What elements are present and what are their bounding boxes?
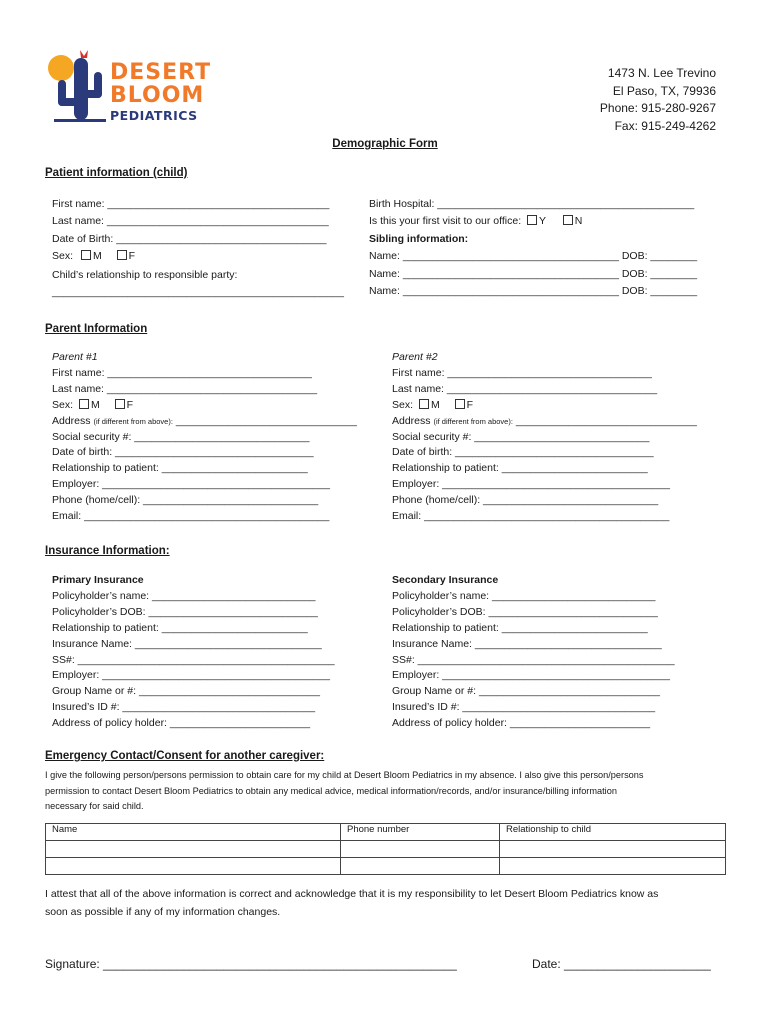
address-fax: Fax: 915-249-4262 [614, 118, 716, 133]
parent1-last-name[interactable]: Last name: ____________________________________ [52, 382, 318, 395]
table-cell[interactable] [46, 841, 341, 858]
patient-heading: Patient information (child) [45, 167, 188, 179]
signature-field[interactable]: Signature: _____________________________________________________ [45, 957, 457, 971]
parent1-phone[interactable]: Phone (home/cell): ______________________________ [52, 494, 319, 507]
secondary-ss[interactable]: SS#: ____________________________________________ [392, 653, 675, 666]
table-cell[interactable] [500, 841, 726, 858]
logo-bloom: BLOOM [110, 83, 205, 108]
address-label: Address [52, 414, 91, 427]
sex-m-label: M [92, 249, 102, 262]
table-cell[interactable] [46, 858, 341, 875]
parent1-ssn[interactable]: Social security #: ______________________________ [52, 430, 310, 443]
birth-hospital[interactable]: Birth Hospital: ____________________________________________ [369, 198, 695, 210]
patient-left-column [52, 196, 344, 302]
parent1-employer[interactable]: Employer: _______________________________________ [52, 478, 330, 491]
secondary-insured-id[interactable]: Insured’s ID #: _________________________________ [392, 701, 656, 714]
table-header-row [46, 824, 726, 841]
primary-relationship[interactable]: Relationship to patient: _________________________ [52, 621, 308, 634]
table-cell[interactable] [341, 858, 500, 875]
sibling-heading: Sibling information: [369, 232, 469, 245]
parent1-dob[interactable]: Date of birth: __________________________________ [52, 446, 314, 459]
parent2-ssn[interactable]: Social security #: ______________________________ [392, 430, 650, 443]
address-line: _______________________________ [175, 414, 357, 427]
parent1-sex-f-label: F [126, 398, 134, 411]
primary-insurance-column [52, 573, 335, 732]
primary-insured-id[interactable]: Insured’s ID #: _________________________________ [52, 701, 316, 714]
table-row [46, 858, 726, 875]
parent2-sex-label: Sex: [392, 398, 414, 411]
emergency-contact-table [45, 823, 726, 875]
parent1-title: Parent #1 [52, 351, 98, 363]
patient-first-name[interactable]: First name: ______________________________________ [52, 198, 330, 210]
table-cell[interactable] [341, 841, 500, 858]
emergency-consent-text [45, 768, 644, 815]
parent1-sex-m-label: M [90, 398, 100, 411]
consent-line: permission to contact Desert Bloom Pediatrics to obtain any medical advice, medical information/records, and/or insurance/billing information [45, 785, 617, 796]
parent2-first-name[interactable]: First name: ___________________________________ [392, 366, 652, 379]
table-cell[interactable] [500, 858, 726, 875]
emergency-heading: Emergency Contact/Consent for another caregiver: [45, 750, 325, 762]
col-phone: Phone number [341, 824, 500, 841]
form-title: Demographic Form [332, 138, 438, 150]
col-name: Name [46, 824, 341, 841]
primary-group[interactable]: Group Name or #: _______________________________ [52, 685, 320, 698]
address-city: El Paso, TX, 79936 [612, 83, 716, 98]
patient-sex [52, 248, 344, 265]
address-note: (if different from above): [433, 416, 513, 426]
first-visit [369, 213, 697, 230]
logo-desert: DESERT [110, 60, 212, 85]
patient-right-column [369, 196, 697, 301]
parent2-last-name[interactable]: Last name: ____________________________________ [392, 382, 658, 395]
logo-pediatrics: PEDIATRICS [110, 108, 198, 123]
address-phone: Phone: 915-280-9267 [599, 101, 716, 115]
secondary-group[interactable]: Group Name or #: _______________________________ [392, 685, 660, 698]
parent1-sex-f-checkbox[interactable] [115, 399, 125, 409]
secondary-employer[interactable]: Employer: _______________________________________ [392, 669, 670, 682]
attestation-text [45, 885, 658, 921]
parent1-first-name[interactable]: First name: ___________________________________ [52, 366, 312, 379]
parent2-sex-m-checkbox[interactable] [419, 399, 429, 409]
parent1-sex [52, 398, 357, 414]
primary-policy-address[interactable]: Address of policy holder: ________________________ [52, 717, 311, 730]
parent1-column [52, 350, 357, 525]
parent1-relationship[interactable]: Relationship to patient: _________________________ [52, 462, 308, 475]
secondary-policy-address[interactable]: Address of policy holder: ________________________ [392, 717, 651, 730]
visit-n-checkbox[interactable] [563, 215, 573, 225]
address-line: _______________________________ [515, 414, 697, 427]
parent2-phone[interactable]: Phone (home/cell): ______________________________ [392, 494, 659, 507]
parent1-email[interactable]: Email: __________________________________________ [52, 510, 330, 523]
secondary-relationship[interactable]: Relationship to patient: _________________________ [392, 621, 648, 634]
primary-employer[interactable]: Employer: _______________________________________ [52, 669, 330, 682]
date-field[interactable]: Date: ______________________ [532, 957, 711, 971]
sex-f-label: F [128, 249, 136, 262]
parent2-column [392, 350, 697, 525]
primary-ss[interactable]: SS#: ____________________________________________ [52, 653, 335, 666]
col-relationship: Relationship to child [500, 824, 726, 841]
attest-line: soon as possible if any of my information changes. [45, 906, 281, 918]
parent2-address[interactable] [392, 414, 697, 430]
parent-heading: Parent Information [45, 323, 148, 335]
patient-sex-label: Sex: [52, 249, 74, 262]
table-row [46, 841, 726, 858]
parent1-sex-label: Sex: [52, 398, 74, 411]
sex-f-checkbox[interactable] [117, 250, 127, 260]
parent2-sex [392, 398, 697, 414]
address-label: Address [392, 414, 431, 427]
primary-insurance-name[interactable]: Insurance Name: ________________________________ [52, 637, 322, 650]
visit-n-label: N [574, 215, 583, 228]
parent2-relationship[interactable]: Relationship to patient: _________________________ [392, 462, 648, 475]
sibling-row[interactable]: Name: _____________________________________ DOB: ________ [369, 249, 698, 262]
visit-y-checkbox[interactable] [527, 215, 537, 225]
attest-line: I attest that all of the above information is correct and acknowledge that it is my responsibility to let Desert Bloom Pediatrics know as [45, 888, 659, 900]
sibling-row[interactable]: Name: _____________________________________ DOB: ________ [369, 268, 698, 281]
patient-relationship: Child’s relationship to responsible party: [52, 269, 238, 282]
parent2-sex-m-label: M [430, 398, 440, 411]
secondary-policyholder-name[interactable]: Policyholder’s name: ____________________________ [392, 589, 656, 602]
parent2-employer[interactable]: Employer: _______________________________________ [392, 478, 670, 491]
primary-policyholder-dob[interactable]: Policyholder’s DOB: _____________________________ [52, 605, 318, 618]
secondary-insurance-title: Secondary Insurance [392, 574, 499, 586]
insurance-heading: Insurance Information: [45, 545, 170, 557]
secondary-policyholder-dob[interactable]: Policyholder’s DOB: _____________________________ [392, 605, 658, 618]
address-note: (if different from above): [93, 416, 173, 426]
cactus-logo-icon [44, 44, 108, 126]
parent2-email[interactable]: Email: __________________________________________ [392, 510, 670, 523]
sex-m-checkbox[interactable] [81, 250, 91, 260]
sibling-row[interactable]: Name: _____________________________________ DOB: ________ [369, 285, 698, 298]
clinic-address [600, 65, 716, 135]
visit-y-label: Y [539, 215, 546, 228]
parent1-sex-m-checkbox[interactable] [79, 399, 89, 409]
address-street: 1473 N. Lee Trevino [607, 66, 716, 80]
primary-insurance-title: Primary Insurance [52, 574, 144, 586]
parent2-sex-f-checkbox[interactable] [455, 399, 465, 409]
parent1-address[interactable] [52, 414, 357, 430]
secondary-insurance-name[interactable]: Insurance Name: ________________________________ [392, 637, 662, 650]
consent-line: necessary for said child. [45, 801, 144, 812]
parent2-dob[interactable]: Date of birth: __________________________________ [392, 446, 654, 459]
secondary-insurance-column [392, 573, 675, 732]
patient-relationship-line[interactable]: __________________________________________________ [52, 286, 344, 299]
consent-line: I give the following person/persons permission to obtain care for my child at Desert Bloom Pediatrics in my absence. I also give this person/persons [45, 770, 644, 780]
patient-dob[interactable]: Date of Birth: ____________________________________ [52, 232, 327, 245]
primary-policyholder-name[interactable]: Policyholder’s name: ____________________________ [52, 589, 316, 602]
patient-last-name[interactable]: Last name: ______________________________________ [52, 215, 329, 228]
first-visit-label: Is this your first visit to our office: [369, 215, 522, 228]
parent2-title: Parent #2 [392, 351, 438, 363]
logo [44, 44, 244, 126]
parent2-sex-f-label: F [466, 398, 474, 411]
